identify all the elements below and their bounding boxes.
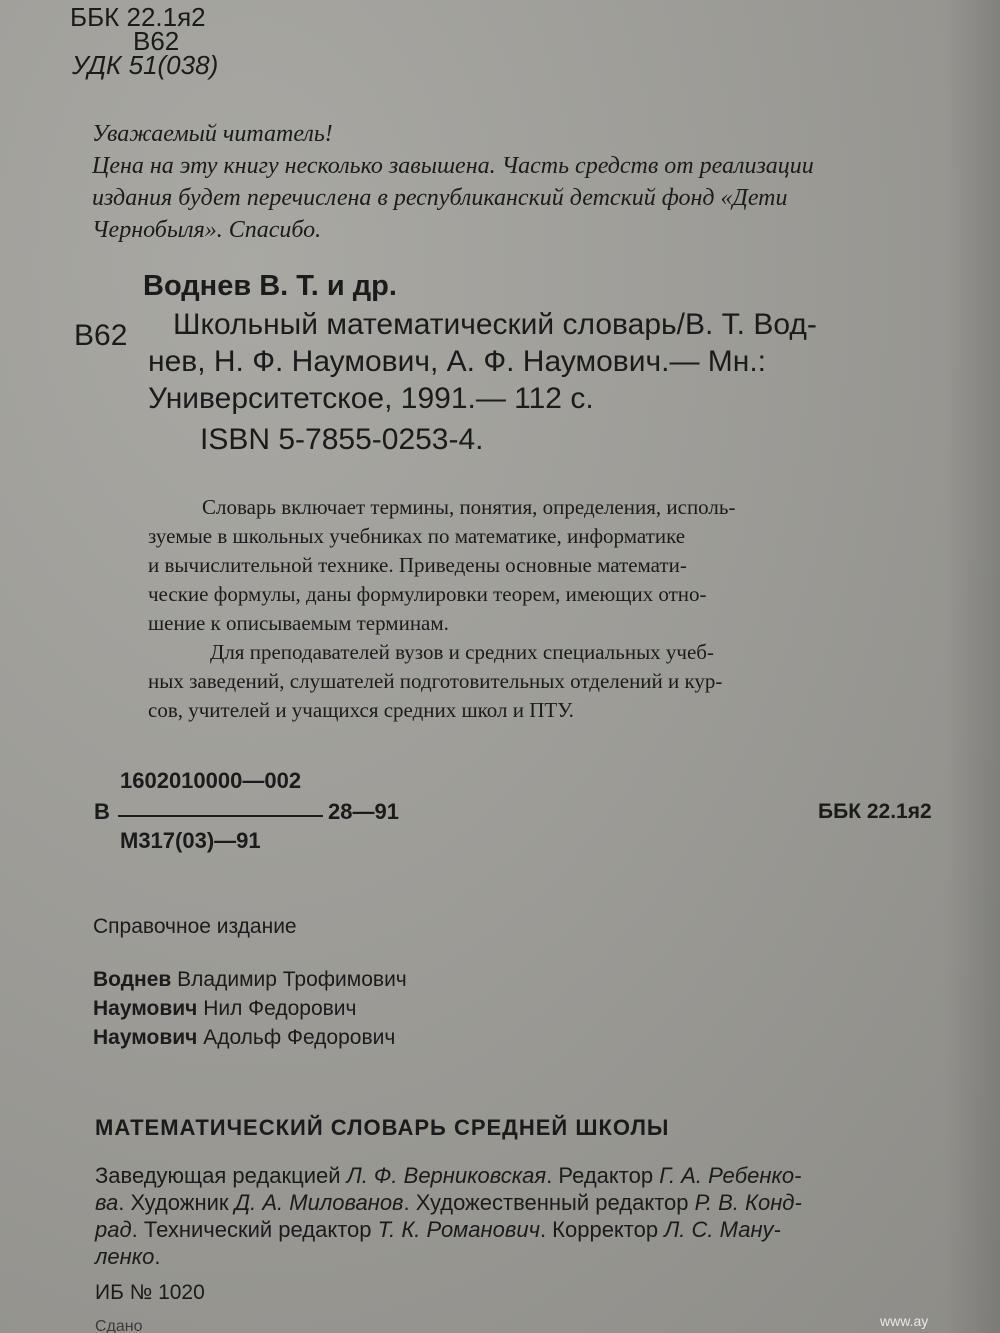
notice-line: Чернобыля». Спасибо. [92,217,322,243]
annotation-line: ческие формулы, даны формулировки теорем, имеющих отно- [148,582,707,606]
watermark-text: www.ay [880,1313,929,1329]
credits-person: Р. В. Конд- [694,1190,802,1215]
book-title: МАТЕМАТИЧЕСКИЙ СЛОВАРЬ СРЕДНЕЙ ШКОЛЫ [95,1115,670,1140]
credits-person: Л. Ф. Верниковская [346,1163,547,1188]
author-surname: Воднев [93,968,172,991]
credits-person: ва [95,1190,119,1215]
credits-person: Г. А. Ребенко- [659,1163,802,1188]
credits-line [95,1243,802,1270]
credits-text: . Художник [118,1190,235,1215]
annotation-line: сов, учителей и учащихся средних школ и ПТУ. [148,698,574,722]
annotation-line: ных заведений, слушателей подготовительных отделений и кур- [148,669,723,693]
credits-person: Д. А. Милованов [234,1190,404,1215]
credits-text: . [154,1244,161,1269]
footer-partial-text: Сдано [95,1318,143,1333]
annotation-line: Для преподавателей вузов и средних специальных учеб- [210,640,714,664]
author-entry [93,965,407,994]
catalog-denominator: М317(03)—91 [120,828,261,853]
ib-number: ИБ № 1020 [95,1281,205,1304]
annotation-line: и вычислительной технике. Приведены основные математи- [148,553,687,577]
annotation [92,493,972,725]
author-name: Нил Федорович [203,997,357,1020]
author-entry [93,1023,407,1052]
bbk-code-top: ББК 22.1я2 [70,2,206,32]
author-entry [93,994,407,1023]
credits-person: ленко [95,1244,155,1269]
credits-text: . Корректор [539,1217,665,1242]
author-heading: Воднев В. Т. и др. [143,270,397,302]
credits-line [95,1189,802,1216]
author-code-top: В62 [133,26,180,56]
record-line: Школьный математический словарь/В. Т. Вод- [173,308,817,341]
credits-person: рад [95,1217,132,1242]
catalog-numerator: 1602010000—002 [120,768,302,793]
edition-type: Справочное издание [93,915,297,938]
author-name: Адольф Федорович [203,1026,396,1049]
credits-text: Заведующая редакцией [95,1163,347,1188]
record-line: нев, Н. Ф. Наумович, А. Ф. Наумович.— Мн.: [148,345,767,378]
annotation-line: шение к описываемым терминам. [148,611,449,635]
record-line: Университетское, 1991.— 112 с. [148,382,594,415]
author-name: Владимир Трофимович [177,968,407,991]
author-code: В62 [74,319,128,352]
credits-line [95,1216,802,1243]
reader-notice [92,118,814,246]
credits-text: . Технический редактор [131,1217,378,1242]
udk-code: УДК 51(038) [72,50,219,80]
annotation-line: зуемые в школьных учебниках по математике, информатике [148,524,686,548]
author-list [93,965,407,1052]
catalog-letter: В [94,799,110,824]
author-surname: Наумович [93,1026,198,1049]
isbn: ISBN 5-7855-0253-4. [200,423,484,456]
bibliographic-record [148,306,817,417]
credits-text: . Редактор [546,1163,660,1188]
credits-line [95,1162,802,1189]
annotation-line: Словарь включает термины, понятия, определения, исполь- [202,495,736,519]
author-surname: Наумович [93,997,198,1020]
credits-person: Л. С. Ману- [664,1217,781,1242]
bbk-code-bottom: ББК 22.1я2 [818,800,932,823]
editorial-credits [95,1162,802,1270]
credits-text: . Художественный редактор [403,1190,695,1215]
notice-line: Цена на эту книгу несколько завышена. Часть средств от реализации [92,153,814,179]
notice-line: издания будет перечислена в республиканский детский фонд «Дети [92,185,788,211]
catalog-fraction-line [118,815,323,817]
credits-person: Т. К. Романович [377,1217,540,1242]
catalog-number: 28—91 [328,799,399,824]
notice-line: Уважаемый читатель! [92,121,333,147]
